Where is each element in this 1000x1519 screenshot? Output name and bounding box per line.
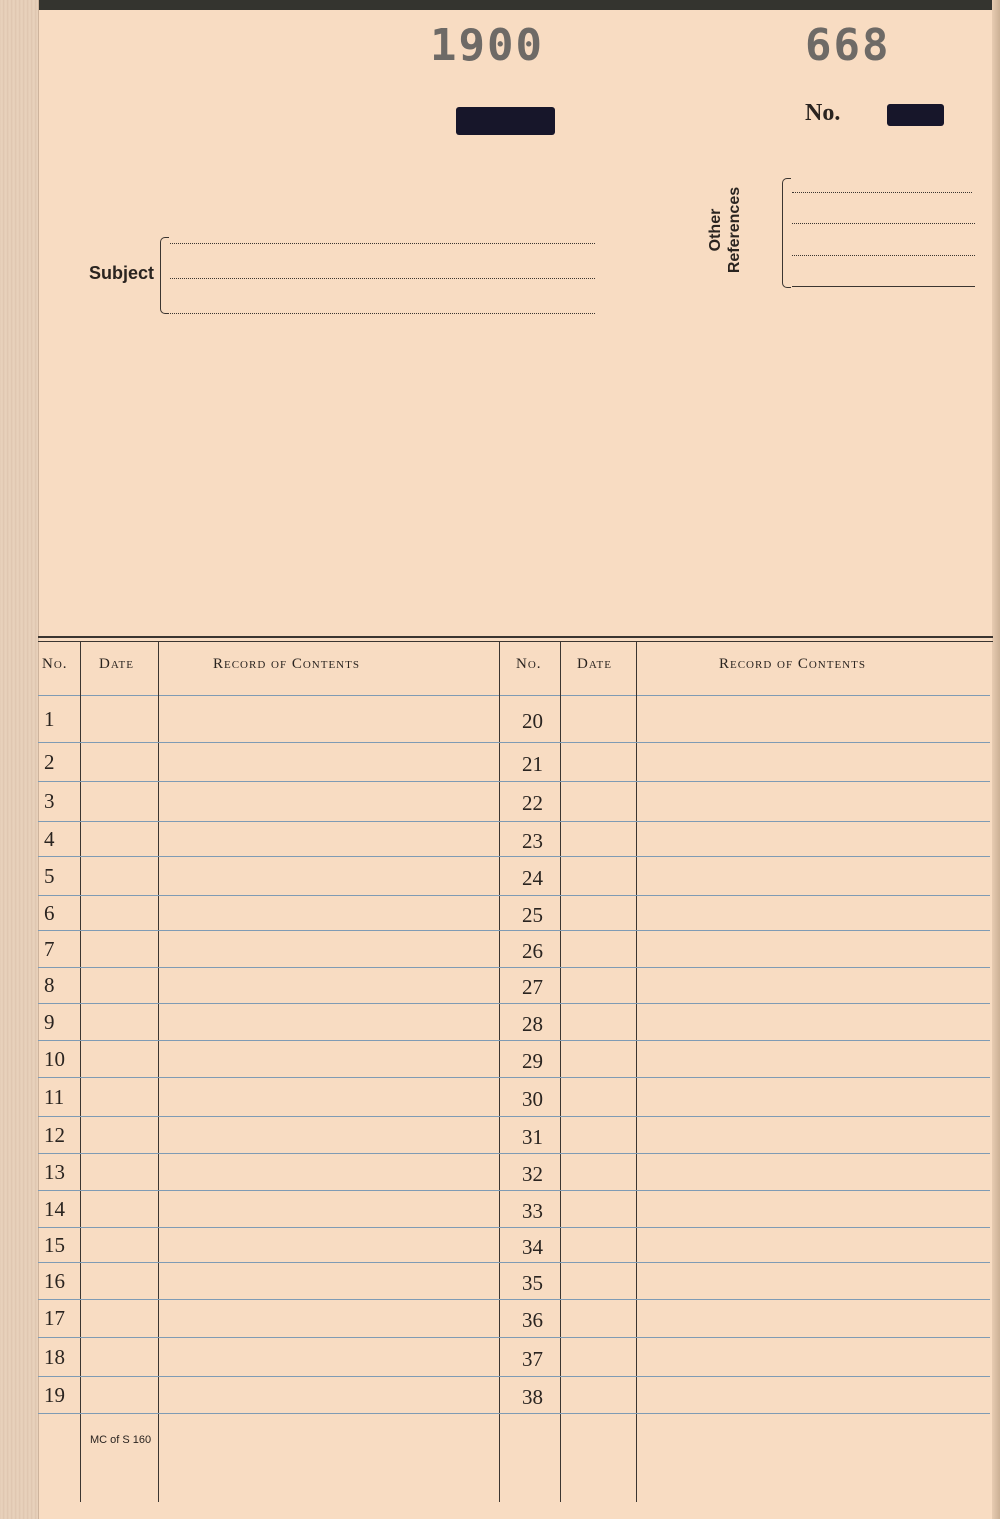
left-row-number: 2 (44, 749, 55, 774)
left-row-number: 7 (44, 936, 55, 961)
right-row-number: 23 (522, 828, 543, 853)
left-row-number: 11 (44, 1084, 65, 1109)
left-row-number: 15 (44, 1232, 65, 1257)
right-row-number: 32 (522, 1161, 543, 1186)
row-rule (38, 1003, 990, 1004)
other-references-line2: References (726, 186, 743, 274)
left-row-number: 13 (44, 1159, 65, 1184)
row-rule (38, 1116, 990, 1117)
center-divider (499, 642, 500, 1502)
left-row-number: 1 (44, 706, 55, 731)
row-rule (38, 1153, 990, 1154)
left-row-number: 8 (44, 973, 55, 997)
row-rule (38, 930, 990, 931)
left-contents-header: Record of Contents (213, 656, 360, 672)
right-date-header: Date (577, 656, 612, 672)
table-top-rule (38, 636, 993, 638)
subject-brace (160, 237, 169, 314)
right-row-number: 38 (522, 1384, 543, 1409)
header-rule (38, 695, 990, 696)
right-row-number: 22 (522, 791, 543, 815)
left-row-number: 12 (44, 1122, 65, 1147)
table-top-rule-thin (38, 641, 993, 642)
row-rule (38, 1413, 990, 1414)
left-row-number: 4 (44, 826, 55, 851)
right-row-number: 33 (522, 1198, 543, 1223)
left-date-header: Date (99, 656, 134, 672)
right-row-number: 25 (522, 902, 543, 927)
row-rule (38, 742, 990, 743)
subject-line-1[interactable] (170, 243, 595, 244)
left-no-date-divider (80, 642, 81, 1502)
subject-line-2[interactable] (170, 278, 595, 279)
top-edge (0, 0, 1000, 10)
left-row-number: 6 (44, 900, 55, 925)
redacted-mark (456, 107, 555, 135)
subject-line-3[interactable] (170, 313, 595, 314)
row-rule (38, 821, 990, 822)
row-rule (38, 1376, 990, 1377)
left-row-number: 10 (44, 1046, 65, 1071)
other-references-line-4[interactable] (792, 286, 975, 287)
other-references-line-2[interactable] (792, 223, 975, 224)
other-references-brace (782, 178, 791, 288)
left-no-header: No. (42, 656, 68, 672)
right-row-number: 30 (522, 1086, 543, 1111)
row-rule (38, 895, 990, 896)
left-row-number: 5 (44, 863, 55, 888)
subject-label: Subject (89, 263, 155, 283)
row-rule (38, 967, 990, 968)
left-row-number: 3 (44, 789, 55, 813)
left-row-number: 18 (44, 1344, 65, 1369)
right-row-number: 29 (522, 1048, 543, 1073)
left-row-number: 19 (44, 1382, 65, 1407)
right-no-header: No. (516, 656, 542, 672)
other-references-label (706, 180, 806, 280)
row-rule (38, 781, 990, 782)
right-date-contents-divider (636, 642, 637, 1502)
right-contents-header: Record of Contents (719, 656, 866, 672)
right-row-number: 24 (522, 865, 543, 890)
row-rule (38, 1299, 990, 1300)
right-row-number: 21 (522, 751, 543, 776)
left-date-contents-divider (158, 642, 159, 1502)
right-edge (992, 0, 1000, 1519)
right-no-date-divider (560, 642, 561, 1502)
form-code: MC of S 160 (90, 1434, 152, 1446)
left-row-number: 9 (44, 1009, 55, 1034)
row-rule (38, 1040, 990, 1041)
year-stamp: 1900 (430, 20, 544, 71)
right-row-number: 26 (522, 938, 543, 963)
row-rule (38, 1337, 990, 1338)
right-row-number: 37 (522, 1346, 543, 1371)
file-number-stamp: 668 (805, 20, 891, 71)
row-rule (38, 1190, 990, 1191)
right-row-number: 20 (522, 708, 543, 733)
right-row-number: 34 (522, 1234, 543, 1259)
cloth-binding (0, 0, 39, 1519)
redacted-number (887, 104, 944, 126)
other-references-line-1[interactable] (792, 192, 972, 193)
left-row-number: 14 (44, 1196, 65, 1221)
right-row-number: 36 (522, 1308, 543, 1332)
right-row-number: 27 (522, 975, 543, 999)
number-label: No. (805, 100, 841, 126)
other-references-line1: Other (707, 208, 724, 252)
row-rule (38, 856, 990, 857)
right-row-number: 31 (522, 1124, 543, 1149)
row-rule (38, 1262, 990, 1263)
right-row-number: 35 (522, 1270, 543, 1295)
other-references-line-3[interactable] (792, 255, 975, 256)
row-rule (38, 1227, 990, 1228)
row-rule (38, 1077, 990, 1078)
left-row-number: 17 (44, 1306, 65, 1330)
left-row-number: 16 (44, 1268, 65, 1293)
right-row-number: 28 (522, 1011, 543, 1036)
